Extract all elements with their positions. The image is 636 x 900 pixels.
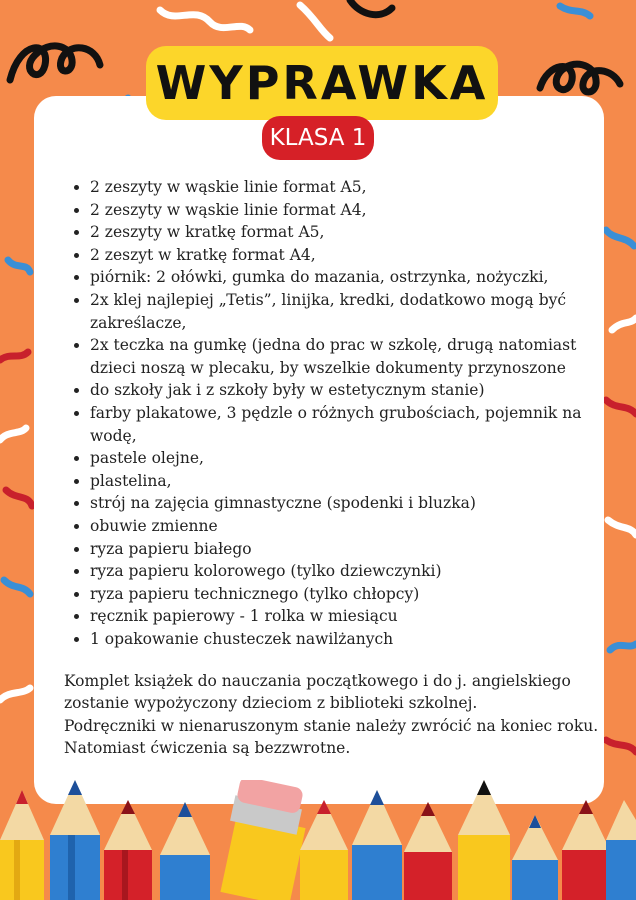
pencil-icon [0, 790, 44, 900]
pencil-icon [606, 800, 636, 900]
list-item: • plastelina, [90, 470, 590, 493]
pencil-icon [160, 802, 210, 900]
list-item: • piórnik: 2 ołówki, gumka do mazania, ostrzynka, nożyczki, [90, 266, 590, 289]
squiggle-icon [4, 580, 30, 594]
list-item: • do szkoły jak i z szkoły były w estetycznym stanie) [90, 379, 590, 402]
squiggle-icon [610, 644, 636, 650]
squiggle-icon [612, 318, 636, 330]
books-note [64, 670, 599, 759]
list-item: • 2 zeszyty w wąskie linie format A5, [90, 176, 590, 199]
list-item: • farby plakatowe, 3 pędzle o różnych grubościach, pojemnik na wodę, [90, 402, 590, 447]
pencil-icon [352, 790, 402, 900]
list-item: • pastele olejne, [90, 447, 590, 470]
page-title: WYPRAWKA [155, 56, 489, 110]
list-item: • 2x klej najlepiej „Tetis”, linijka, kredki, dodatkowo mogą być zakreślacze, [90, 289, 590, 334]
squiggle-icon [6, 490, 32, 506]
squiggle-icon [300, 5, 330, 38]
squiggle-icon [608, 520, 636, 535]
note-line: zostanie wypożyczony dzieciom z biblioteki szkolnej. [64, 694, 478, 713]
squiggle-icon [0, 428, 26, 440]
pencil-icon [404, 802, 452, 900]
pencil-icon [300, 800, 348, 900]
subtitle: KLASA 1 [269, 124, 367, 151]
list-item: • obuwie zmienne [90, 515, 590, 538]
squiggle-icon [560, 6, 590, 16]
pencil-icon [50, 780, 100, 900]
squiggle-icon [350, 0, 392, 15]
title-banner [146, 46, 498, 120]
note-line: Podręczniki w nienaruszonym stanie należy zwrócić na koniec roku. [64, 716, 599, 735]
supplies-list [70, 176, 590, 650]
list-item: • 2 zeszyt w kratkę format A4, [90, 244, 590, 267]
squiggle-icon [10, 46, 100, 80]
list-item: • ryza papieru technicznego (tylko chłopcy) [90, 583, 590, 606]
pencil-icon [458, 780, 510, 900]
list-item: • 2 zeszyty w wąskie linie format A4, [90, 199, 590, 222]
squiggle-icon [606, 230, 634, 246]
list-item: • 2x teczka na gumkę (jedna do prac w szkolę, drugą natomiast dzieci noszą w plecaku, by wszelkie dokumenty przynoszone [90, 334, 590, 379]
list-item: • ryza papieru kolorowego (tylko dziewczynki) [90, 560, 590, 583]
note-line: Natomiast ćwiczenia są bezzwrotne. [64, 738, 351, 757]
pencil-icon [220, 780, 305, 900]
squiggle-icon [160, 10, 250, 30]
pencil-icon [104, 800, 152, 900]
squiggle-icon [540, 64, 620, 92]
pencils-decoration [0, 780, 636, 900]
list-item: • ryza papieru białego [90, 538, 590, 561]
pencil-icon [512, 815, 558, 900]
squiggle-icon [0, 688, 30, 700]
squiggle-icon [606, 400, 636, 414]
squiggle-icon [606, 740, 636, 752]
list-item: • 2 zeszyty w kratkę format A5, [90, 221, 590, 244]
list-item: • 1 opakowanie chusteczek nawilżanych [90, 628, 590, 651]
list-item: • strój na zajęcia gimnastyczne (spodenki i bluzka) [90, 492, 590, 515]
subtitle-badge [262, 116, 374, 160]
squiggle-icon [0, 352, 28, 360]
pencil-icon [562, 800, 610, 900]
squiggle-icon [8, 260, 30, 272]
list-item: • ręcznik papierowy - 1 rolka w miesiącu [90, 605, 590, 628]
note-line: Komplet książek do nauczania początkowego i do j. angielskiego [64, 672, 571, 690]
